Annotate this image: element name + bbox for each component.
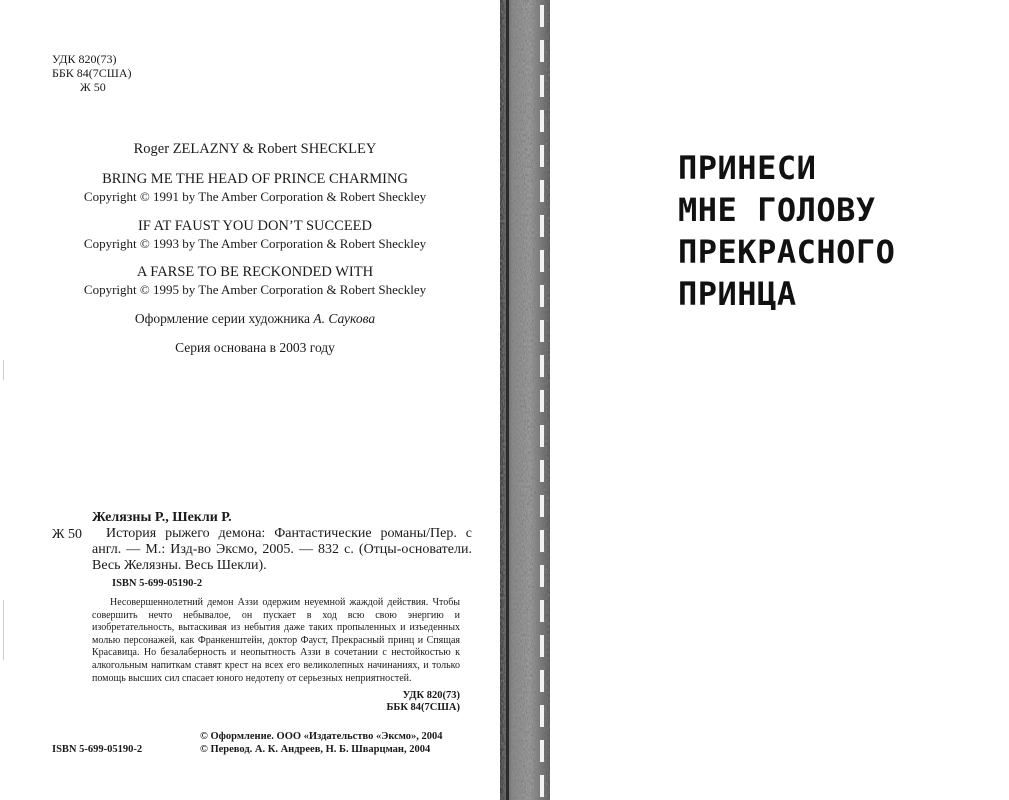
udk-code: УДК 820(73): [52, 52, 117, 66]
bibliographic-description: История рыжего демона: Фантастические романы/Пер. с англ. — М.: Изд-во Эксмо, 2005. — 832 с. (Отцы-основатели. Весь Желязны. Весь Шекли).: [92, 526, 472, 573]
isbn-inner: ISBN 5-699-05190-2: [112, 578, 203, 589]
translation-copyright: © Перевод. А. К. Андреев, Н. Б. Шварцман, 2004: [200, 743, 431, 755]
book-title: [678, 147, 895, 315]
work-title: BRING ME THE HEAD OF PRINCE CHARMING: [102, 171, 408, 187]
author-mark: Ж 50: [80, 80, 106, 94]
isbn-bottom: ISBN 5-699-05190-2: [52, 744, 143, 755]
scan-mark: [3, 360, 4, 380]
design-prefix: Оформление серии художника: [134, 311, 314, 326]
work-entry: [40, 217, 470, 253]
series-founded: Серия основана в 2003 году: [175, 340, 335, 355]
work-entry: [40, 263, 470, 299]
classification-bottom: [360, 690, 460, 714]
design-artist: А. Саукова: [313, 311, 376, 326]
bbk-code-bottom: ББК 84(7США): [386, 702, 460, 713]
title-line: ПРЕКРАСНОГО: [678, 233, 896, 271]
film-strip-spine: [500, 0, 550, 800]
copyrights-bottom: [200, 731, 443, 756]
catalog-code: Ж 50: [52, 527, 83, 542]
title-line: ПРИНЕСИ: [678, 149, 817, 187]
work-copyright: Copyright © 1995 by The Amber Corporation & Robert Sheckley: [83, 282, 427, 297]
authors-english: Roger ZELAZNY & Robert SHECKLEY: [133, 141, 377, 157]
title-line: МНЕ ГОЛОВУ: [678, 191, 876, 229]
udk-code-bottom: УДК 820(73): [402, 690, 460, 701]
bbk-code: ББК 84(7США): [52, 66, 132, 80]
design-copyright: © Оформление. ООО «Издательство «Эксмо», 2004: [200, 731, 443, 742]
title-line: ПРИНЦА: [678, 275, 797, 313]
classification-codes: [52, 52, 132, 94]
work-entry: [40, 170, 470, 206]
series-design-credit: [40, 311, 470, 327]
scan-mark: [3, 600, 4, 660]
work-copyright: Copyright © 1991 by The Amber Corporation & Robert Sheckley: [83, 189, 427, 204]
authors-russian: Желязны Р., Шекли Р.: [92, 510, 232, 525]
work-copyright: Copyright © 1993 by The Amber Corporation & Robert Sheckley: [83, 236, 427, 251]
work-title: IF AT FAUST YOU DON’T SUCCEED: [137, 218, 373, 234]
annotation: Несовершеннолетний демон Аззи одержим неуемной жаждой действия. Чтобы совершить нечто небывалое, он пускает в ход всю свою энергию и изобретательность, вытаскивая из небытия даже таких пропыленных и изъеденных молью персонажей, как Франкенштейн, доктор Фауст, Прекрасный принц и Спящая Красавица. Но безалаберность и неопытность Аззи в сочетании с нестойкостью к алкогольным напиткам ставят крест на всех его великолепных начинаниях, и только помощь высших сил спасает юного недотепу от серьезных неприятностей.: [92, 597, 460, 684]
work-title: A FARSE TO BE RECKONDED WITH: [136, 264, 374, 280]
